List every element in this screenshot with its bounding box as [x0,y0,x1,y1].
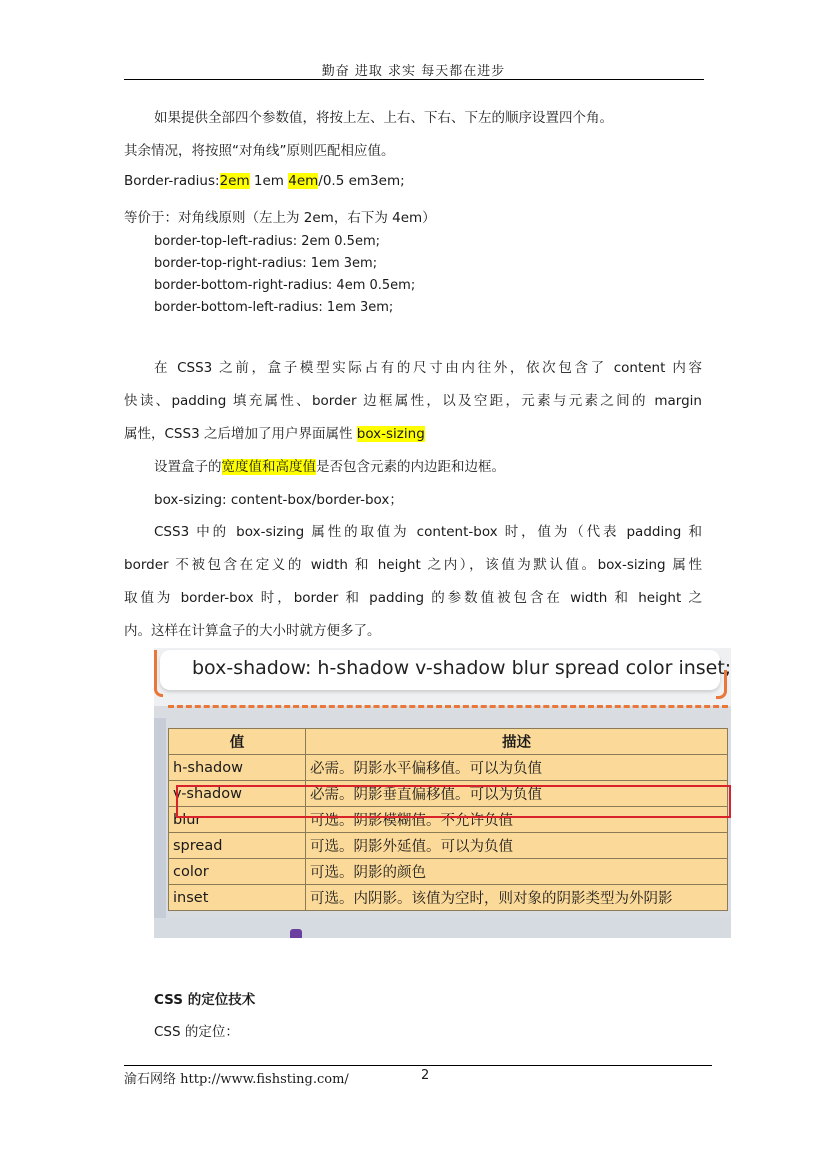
equivalent-note: 等价于：对角线原则（左上为 2em，右下为 4em） [124,210,436,226]
figure-code-text: box-shadow: h-shadow v-shadow blur spread color inset; [192,657,731,679]
paragraph-line: CSS3 中的 box-sizing 属性的取值为 content-box 时，值为（代表 padding 和 [154,524,702,540]
box-shadow-table [168,728,728,911]
footer-rule [124,1065,712,1066]
table-row [169,833,728,859]
highlight-box-sizing: box-sizing [356,426,425,442]
code-line: border-bottom-right-radius: 4em 0.5em; [154,278,416,293]
figure-code-box [160,650,731,690]
table-cell-value: h-shadow [169,755,306,781]
footer-site[interactable]: 渝石网络 http://www.fishsting.com/ [124,1072,349,1087]
table-cell-value: blur [169,807,306,833]
code-line: border-top-left-radius: 2em 0.5em; [154,234,380,249]
table-cell-value: v-shadow [169,781,306,807]
paragraph-line: 其余情况，将按照“对角线”原则匹配相应值。 [124,143,395,159]
table-cell-value: color [169,859,306,885]
header-rule [124,79,704,80]
radius-example [124,173,405,189]
figure-bottom-band [154,918,731,938]
code-line: border-bottom-left-radius: 1em 3em; [154,300,394,315]
page-number: 2 [421,1068,430,1083]
table-header-row [169,729,728,755]
figure-orange-corner [716,670,727,699]
figure-dashed-line [168,705,728,708]
section-title: CSS 的定位技术 [154,992,256,1008]
radius-middle: 1em [249,173,289,189]
table-cell-value: spread [169,833,306,859]
table-cell-value: inset [169,885,306,911]
paragraph-line: 在 CSS3 之前，盒子模型实际占有的尺寸由内往外，依次包含了 content 内容 [154,360,702,376]
table-row [169,755,728,781]
paragraph-line: 如果提供全部四个参数值，将按上左、上右、下右、下左的顺序设置四个角。 [154,110,613,126]
paragraph-line [154,455,505,475]
table-cell-desc: 可选。阴影的颜色 [306,859,728,885]
paragraph-line: 内。这样在计算盒子的大小时就方便多了。 [124,623,381,639]
table-header: 描述 [306,729,728,755]
table-cell-desc: 必需。阴影水平偏移值。可以为负值 [306,755,728,781]
figure-left-strip [154,718,166,938]
paragraph-line [124,422,425,442]
paragraph-line: 快读、padding 填充属性、border 边框属性，以及空距，元素与元素之间的 margin [124,393,702,409]
table-cell-desc: 必需。阴影垂直偏移值。可以为负值 [306,781,728,807]
paragraph-text: 是否包含元素的内边距和边框。 [316,459,505,475]
paragraph-text: 属性，CSS3 之后增加了用户界面属性 [124,426,357,442]
figure-purple-deco [290,929,302,938]
table-cell-desc: 可选。阴影外延值。可以为负值 [306,833,728,859]
paragraph-line: 取值为 border-box 时，border 和 padding 的参数值被包含在 width 和 height 之 [124,590,702,606]
paragraph-line: border 不被包含在定义的 width 和 height 之内），该值为默认值。box-sizing 属性 [124,557,702,573]
section-subtitle: CSS 的定位： [154,1024,239,1040]
box-sizing-syntax: box-sizing: content-box/border-box； [154,492,403,508]
highlight-2em: 2em [219,173,250,189]
code-line: border-top-right-radius: 1em 3em; [154,256,378,271]
page-header: 勤奋 进取 求实 每天都在进步 [321,64,506,79]
table-row [169,859,728,885]
table-header: 值 [169,729,306,755]
v-shadow-highlight-box [176,785,731,818]
box-shadow-figure [154,648,731,938]
radius-prefix: Border-radius: [124,173,220,189]
radius-rest: /0.5 em3em; [318,173,405,189]
table-row [169,885,728,911]
highlight-4em: 4em [288,173,319,189]
table-cell-desc: 可选。内阴影。该值为空时，则对象的阴影类型为外阴影 [306,885,728,911]
highlight-width-height: 宽度值和高度值 [221,459,316,475]
paragraph-text: 设置盒子的 [154,459,222,475]
table-cell-desc: 可选。阴影模糊值。不允许负值 [306,807,728,833]
